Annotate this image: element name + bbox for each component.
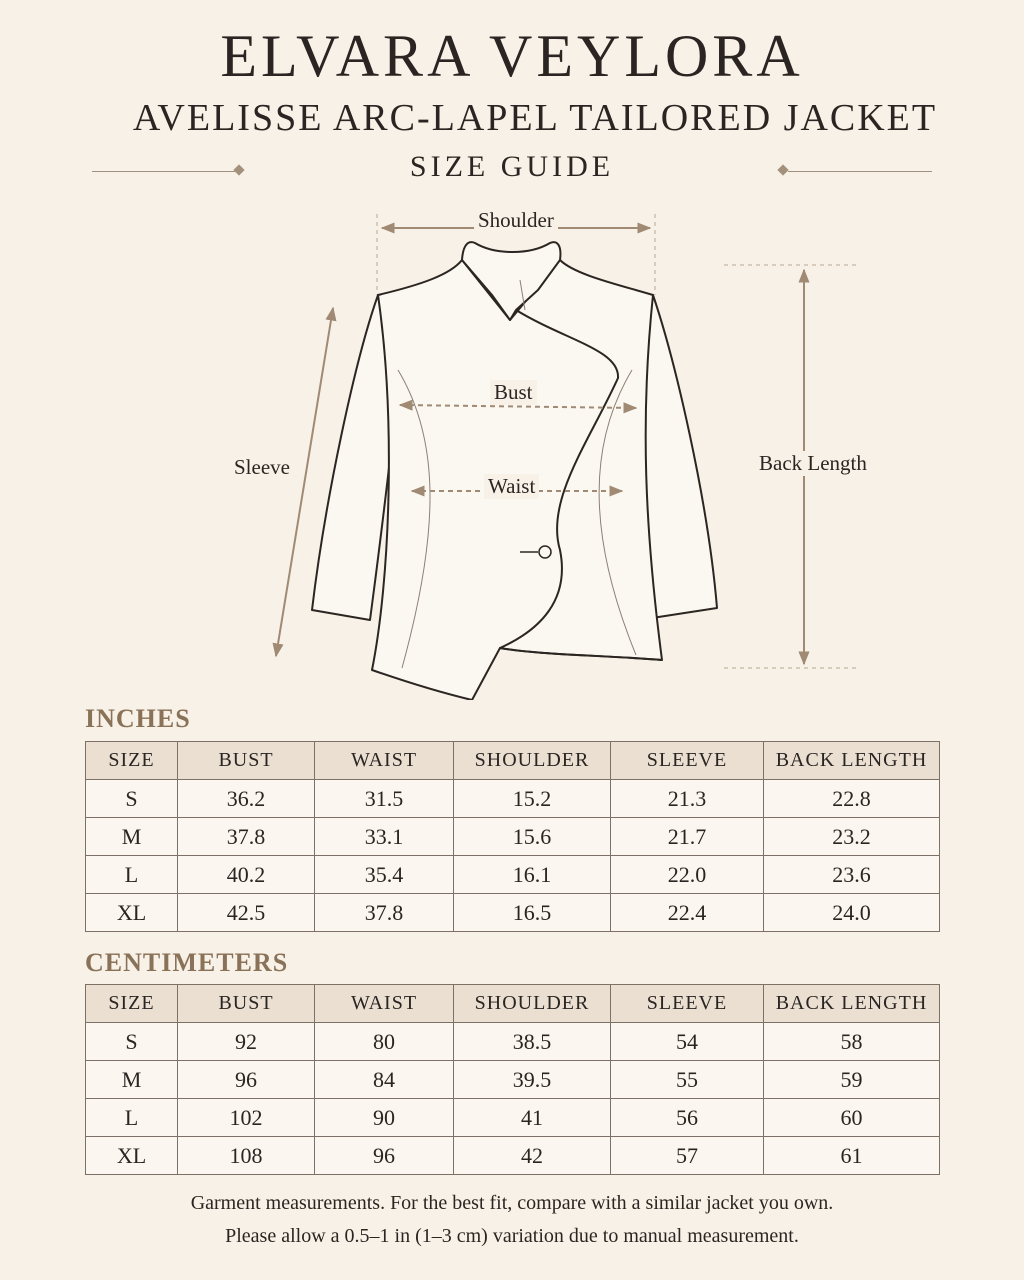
header-back-length: BACK LENGTH [764,742,940,780]
cell-bust: 92 [178,1023,315,1061]
jacket-outline-icon [312,242,717,700]
product-title: AVELISSE ARC-LAPEL TAILORED JACKET [132,97,938,139]
cell-bust: 42.5 [178,894,315,932]
cell-size: L [86,1099,178,1137]
header-size: SIZE [86,742,178,780]
cell-size: S [86,780,178,818]
header-back-length: BACK LENGTH [764,985,940,1023]
cell-back-length: 59 [764,1061,940,1099]
table-row [86,1023,940,1061]
cell-sleeve: 57 [611,1137,764,1175]
cell-waist: 37.8 [315,894,454,932]
section-title-centimeters: CENTIMETERS [85,948,289,977]
cell-back-length: 22.8 [764,780,940,818]
label-sleeve: Sleeve [230,455,294,480]
cell-shoulder: 42 [454,1137,611,1175]
cell-shoulder: 15.6 [454,818,611,856]
section-title-inches: INCHES [85,704,191,733]
footer-note-line-1: Garment measurements. For the best fit, compare with a similar jacket you own. [190,1192,834,1214]
header-bust: BUST [178,742,315,780]
jacket-measurement-diagram [0,200,1024,700]
header-bust: BUST [178,985,315,1023]
cell-waist: 84 [315,1061,454,1099]
table-header-row [86,742,940,780]
cell-waist: 96 [315,1137,454,1175]
header-shoulder: SHOULDER [454,742,611,780]
table-row [86,856,940,894]
cell-sleeve: 21.7 [611,818,764,856]
cell-shoulder: 39.5 [454,1061,611,1099]
header-size: SIZE [86,985,178,1023]
table-header-row [86,985,940,1023]
cell-bust: 108 [178,1137,315,1175]
cell-sleeve: 56 [611,1099,764,1137]
table-row [86,1061,940,1099]
cell-waist: 33.1 [315,818,454,856]
header-waist: WAIST [315,742,454,780]
cell-shoulder: 16.5 [454,894,611,932]
cell-back-length: 58 [764,1023,940,1061]
table-row [86,894,940,932]
cell-size: S [86,1023,178,1061]
cell-back-length: 60 [764,1099,940,1137]
cell-shoulder: 38.5 [454,1023,611,1061]
cell-shoulder: 41 [454,1099,611,1137]
size-table-centimeters [85,984,940,1175]
cell-shoulder: 15.2 [454,780,611,818]
size-guide-title: SIZE GUIDE [409,150,615,183]
cell-sleeve: 22.4 [611,894,764,932]
footer-note-line-2: Please allow a 0.5–1 in (1–3 cm) variation due to manual measurement. [225,1225,799,1247]
cell-waist: 31.5 [315,780,454,818]
cell-size: M [86,1061,178,1099]
header-sleeve: SLEEVE [611,742,764,780]
divider-right [788,171,932,172]
label-waist: Waist [484,474,539,499]
table-row [86,1099,940,1137]
cell-bust: 102 [178,1099,315,1137]
cell-sleeve: 22.0 [611,856,764,894]
cell-shoulder: 16.1 [454,856,611,894]
cell-size: L [86,856,178,894]
cell-bust: 96 [178,1061,315,1099]
brand-name: ELVARA VEYLORA [220,23,804,89]
cell-size: M [86,818,178,856]
cell-back-length: 24.0 [764,894,940,932]
cell-waist: 80 [315,1023,454,1061]
cell-bust: 40.2 [178,856,315,894]
header-shoulder: SHOULDER [454,985,611,1023]
table-row [86,1137,940,1175]
size-table-inches [85,741,940,932]
cell-waist: 90 [315,1099,454,1137]
label-shoulder: Shoulder [474,208,558,233]
cell-bust: 37.8 [178,818,315,856]
cell-size: XL [86,1137,178,1175]
cell-back-length: 23.2 [764,818,940,856]
cell-bust: 36.2 [178,780,315,818]
label-back-length: Back Length [755,451,871,476]
cell-back-length: 61 [764,1137,940,1175]
size-guide-heading-row [0,150,1024,194]
header-sleeve: SLEEVE [611,985,764,1023]
header-waist: WAIST [315,985,454,1023]
table-row [86,818,940,856]
cell-sleeve: 54 [611,1023,764,1061]
label-bust: Bust [490,380,537,405]
table-row [86,780,940,818]
cell-waist: 35.4 [315,856,454,894]
cell-sleeve: 55 [611,1061,764,1099]
cell-size: XL [86,894,178,932]
cell-back-length: 23.6 [764,856,940,894]
cell-sleeve: 21.3 [611,780,764,818]
